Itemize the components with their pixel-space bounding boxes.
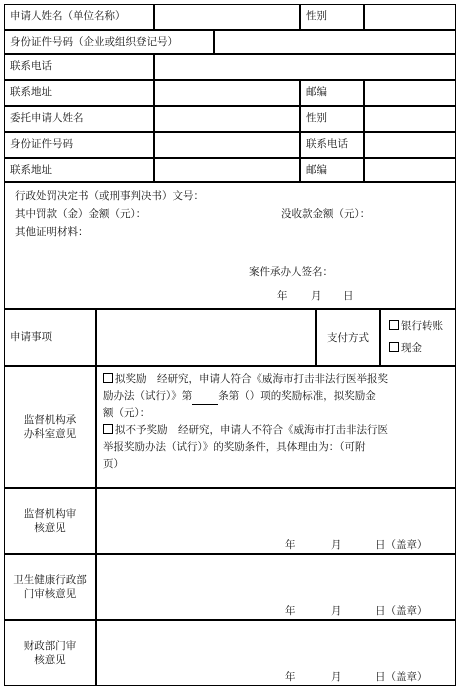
- checkbox-icon[interactable]: [103, 424, 113, 434]
- applicant-gender-field[interactable]: [364, 4, 456, 30]
- applicant-address-field[interactable]: [154, 80, 300, 106]
- finance-dept-review-label: 财政部门审核意见: [4, 620, 96, 686]
- case-date-day: 日: [343, 290, 354, 302]
- noreward-line-2: 举报奖励办法（试行）》的奖励条件，具体理由为：（可附: [103, 441, 366, 453]
- applicant-name-label: 申请人姓名（单位名称）: [4, 4, 154, 30]
- reward-line-2: 励办法（试行）》第 条第（）项的奖励标准，拟奖励金: [103, 388, 376, 405]
- payment-method-label: 支付方式: [316, 309, 380, 366]
- finance-dept-review-field[interactable]: [96, 620, 456, 686]
- agent-phone-field[interactable]: [364, 132, 456, 158]
- application-item-field[interactable]: [96, 309, 316, 366]
- supervision-review-field[interactable]: [96, 488, 456, 554]
- application-item-label: 申请事项: [4, 309, 96, 366]
- review-date-day-seal: 日（盖章）: [375, 605, 428, 617]
- reward-line-3: 额（元）：: [103, 407, 151, 419]
- payment-options: [380, 309, 456, 366]
- review-date-year: 年: [285, 671, 296, 683]
- other-materials-label: 其他证明材料：: [15, 226, 89, 238]
- agent-name-label: 委托申请人姓名: [4, 106, 154, 132]
- payment-option-bank[interactable]: [389, 319, 443, 333]
- supervision-office-label: 监督机构承办科室意见: [4, 366, 96, 488]
- payment-option-cash[interactable]: [389, 341, 422, 355]
- applicant-address-label: 联系地址: [4, 80, 154, 106]
- decision-number-label: 行政处罚决定书（或刑事判决书）文号：: [15, 190, 204, 202]
- review-date-day-seal: 日（盖章）: [375, 671, 428, 683]
- agent-gender-label: 性别: [300, 106, 364, 132]
- agent-address-label: 联系地址: [4, 158, 154, 182]
- noreward-line-3: 页）: [103, 458, 124, 470]
- agent-id-label: 身份证件号码: [4, 132, 154, 158]
- review-date-month: 月: [331, 539, 342, 551]
- applicant-gender-label: 性别: [300, 4, 364, 30]
- case-date-month: 月: [311, 290, 322, 302]
- agent-name-field[interactable]: [154, 106, 300, 132]
- applicant-id-field[interactable]: [214, 30, 456, 54]
- supervision-office-opinion: [96, 366, 456, 488]
- checkbox-icon[interactable]: [389, 342, 399, 352]
- agent-postcode-field[interactable]: [364, 158, 456, 182]
- reward-line-1: 拟奖励 经研究，申请人符合《威海市打击非法行医举报奖: [103, 371, 388, 388]
- supervision-review-label: 监督机构审核意见: [4, 488, 96, 554]
- reward-application-form: [4, 4, 456, 686]
- review-date-month: 月: [331, 671, 342, 683]
- article-number-blank[interactable]: [192, 393, 218, 405]
- checkbox-icon[interactable]: [389, 320, 399, 330]
- review-date-year: 年: [285, 605, 296, 617]
- health-dept-review-label: 卫生健康行政部门审核意见: [4, 554, 96, 620]
- checkbox-icon[interactable]: [103, 373, 113, 383]
- agent-address-field[interactable]: [154, 158, 300, 182]
- review-date-month: 月: [331, 605, 342, 617]
- confiscated-amount-label: 没收款金额（元）：: [281, 208, 371, 220]
- handler-signature-label: 案件承办人签名：: [249, 266, 333, 278]
- case-date-year: 年: [277, 290, 288, 302]
- applicant-phone-field[interactable]: [154, 54, 456, 80]
- agent-gender-field[interactable]: [364, 106, 456, 132]
- applicant-id-label: 身份证件号码（企业或组织登记号）: [4, 30, 214, 54]
- review-date-day-seal: 日（盖章）: [375, 539, 428, 551]
- applicant-phone-label: 联系电话: [4, 54, 154, 80]
- applicant-postcode-label: 邮编: [300, 80, 364, 106]
- payment-option-bank-label: 银行转账: [401, 320, 443, 332]
- review-date-year: 年: [285, 539, 296, 551]
- health-dept-review-field[interactable]: [96, 554, 456, 620]
- payment-option-cash-label: 现金: [401, 342, 422, 354]
- agent-postcode-label: 邮编: [300, 158, 364, 182]
- agent-id-field[interactable]: [154, 132, 300, 158]
- fine-amount-label: 其中罚款（金）金额（元）：: [15, 208, 147, 220]
- agent-phone-label: 联系电话: [300, 132, 364, 158]
- applicant-name-field[interactable]: [154, 4, 300, 30]
- noreward-line-1: 拟不予奖励 经研究，申请人不符合《威海市打击非法行医: [103, 422, 388, 439]
- case-info-block: [4, 182, 456, 309]
- applicant-postcode-field[interactable]: [364, 80, 456, 106]
